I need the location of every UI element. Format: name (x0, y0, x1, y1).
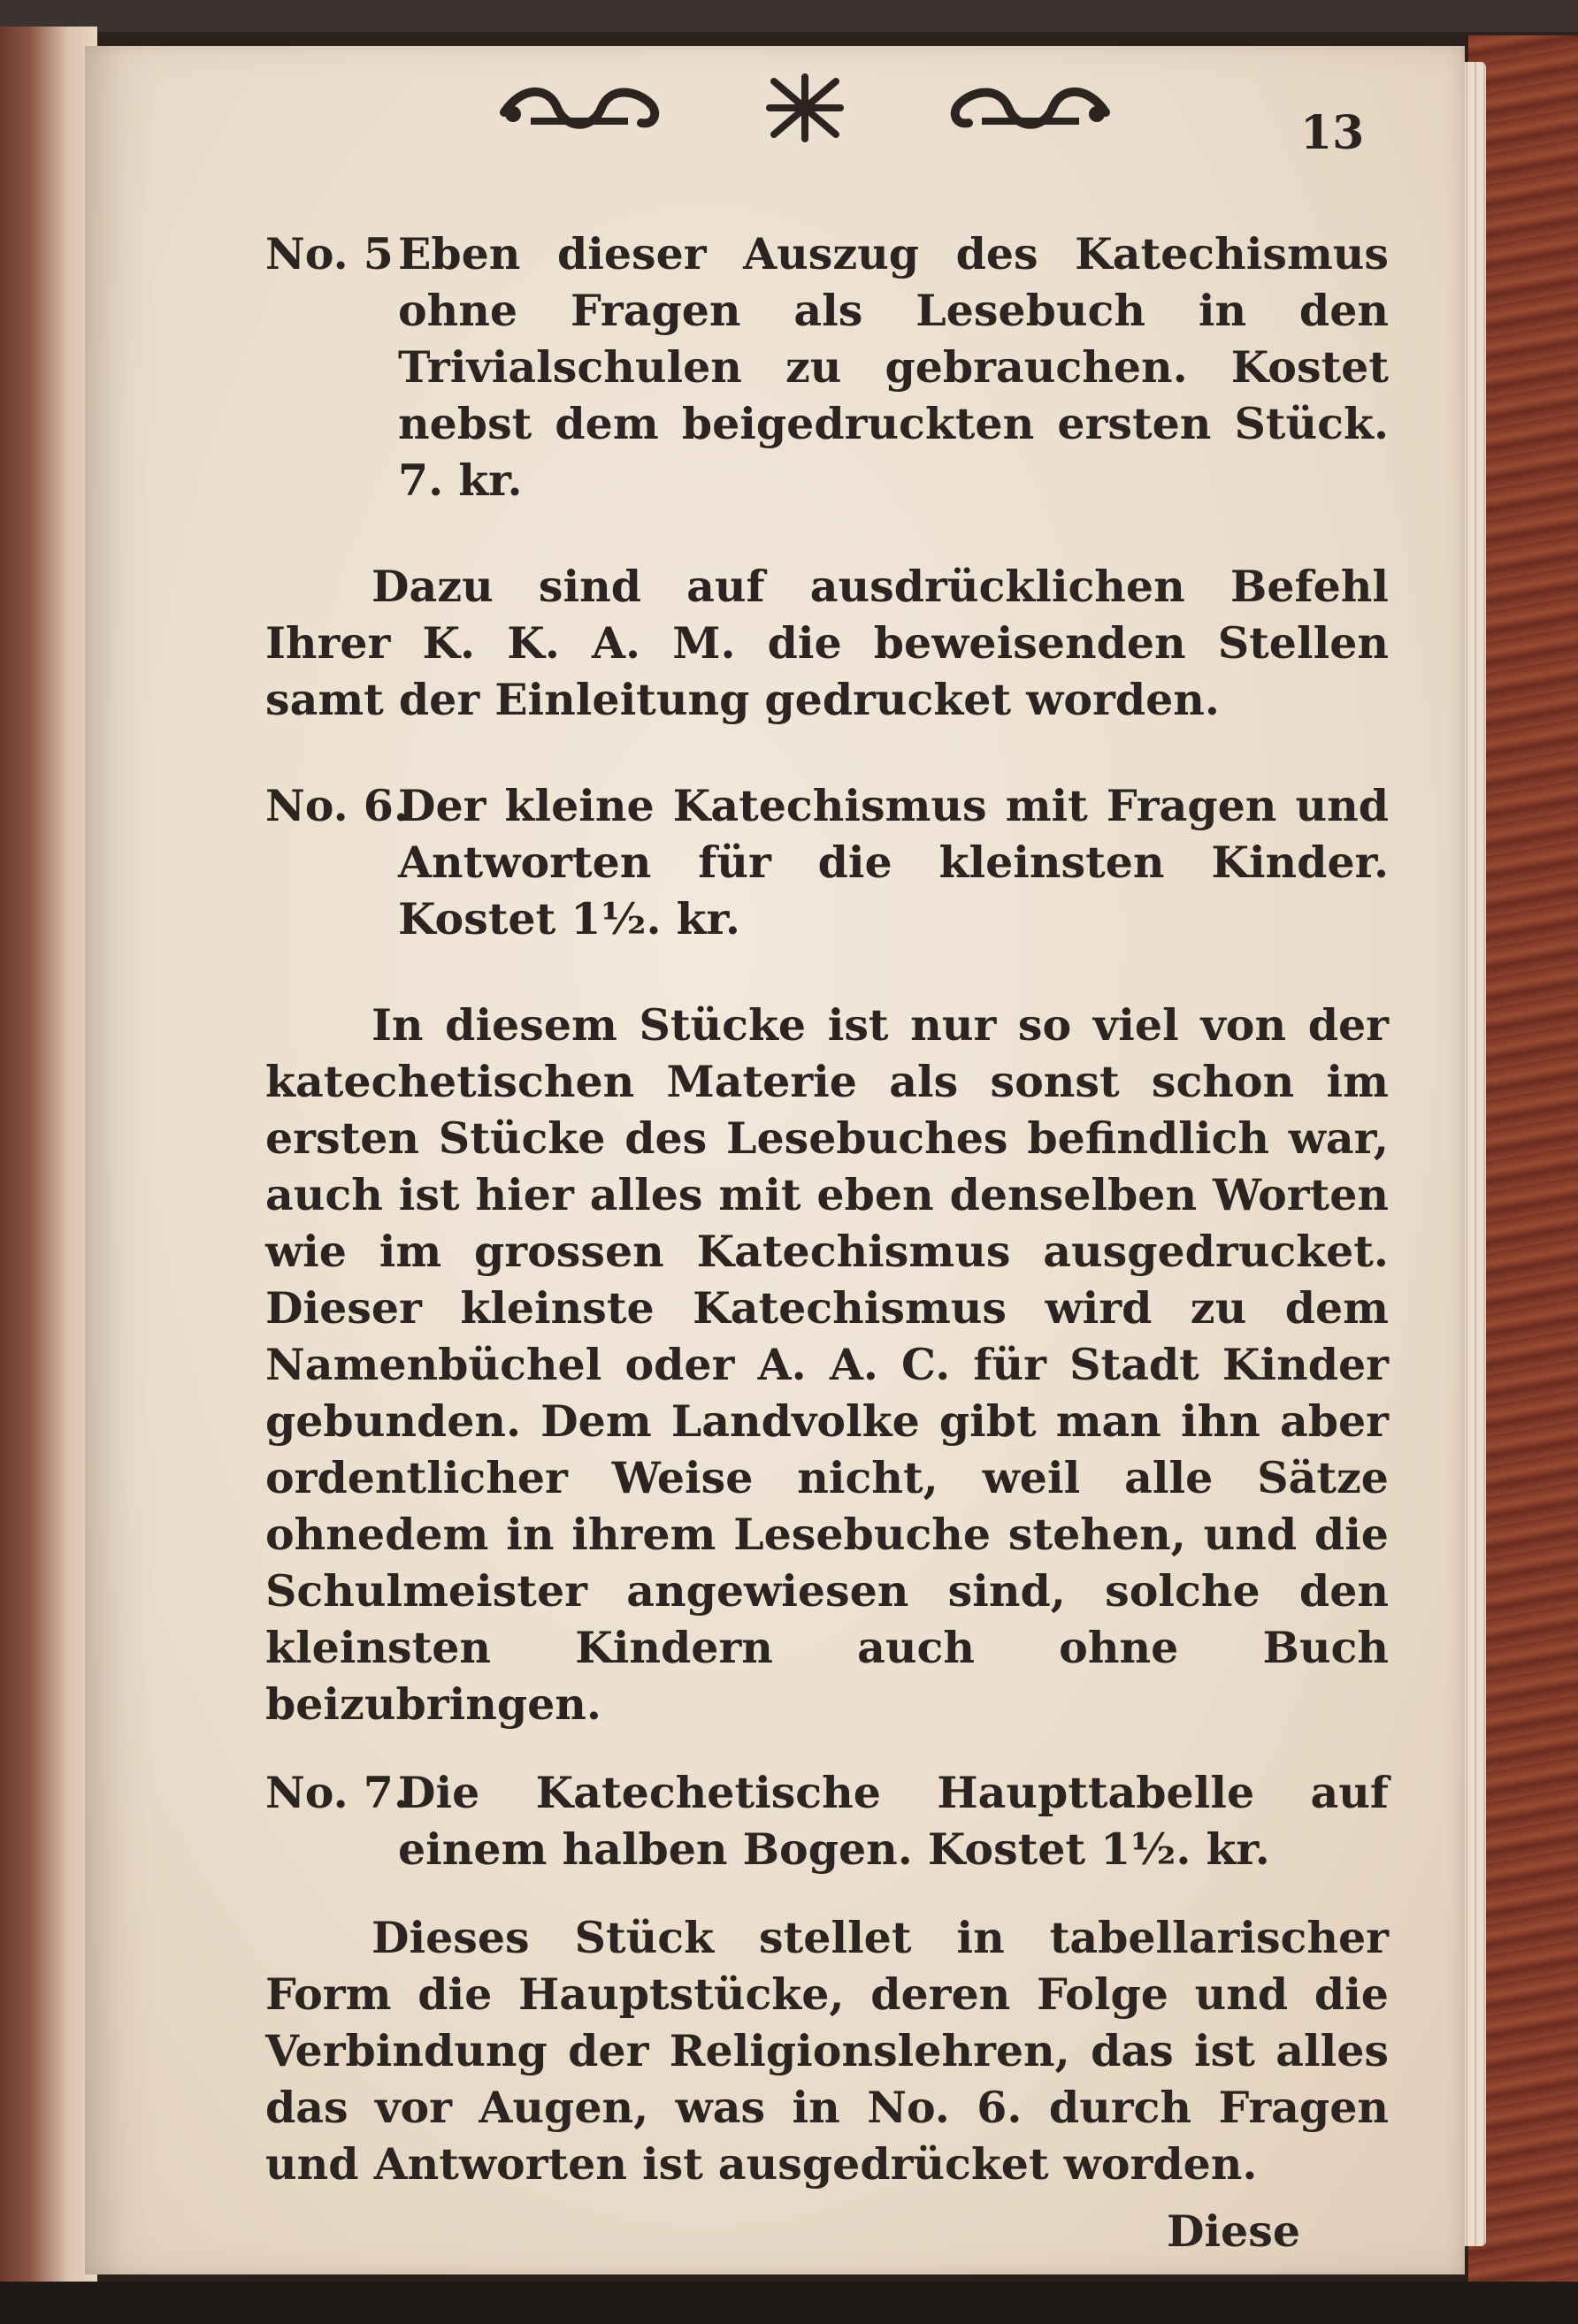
paragraph: Dazu sind auf ausdrücklichen Befehl Ihrer K. K. A. M. die beweisenden Stellen samt der Einleitung gedrucket worden. (265, 561, 1389, 725)
entry-no-5 (265, 226, 1389, 508)
entry-no-7 (265, 1764, 1389, 1877)
background-top (0, 0, 1578, 32)
entry-number: No. 6. (265, 780, 409, 831)
entry-text: Der kleine Katechismus mit Fragen und Antworten für die kleinsten Kinder. Kostet 1½. kr. (398, 780, 1389, 944)
scroll-ornament-left-icon (495, 77, 672, 139)
scroll-ornament-right-icon (938, 77, 1115, 139)
paragraph: Dieses Stück stellet in tabellarischer Form die Hauptstücke, deren Folge und die Verbindung der Religionslehren, das ist alles das vor Augen, was in No. 6. durch Fragen und Antworten ist ausgedrücket worden. (265, 1912, 1389, 2190)
entry-text: Die Katechetische Haupttabelle auf einem halben Bogen. Kostet 1½. kr. (398, 1767, 1389, 1875)
paragraph: In diesem Stücke ist nur so viel von der katechetischen Materie als sonst schon im ersten Stücke des Lesebuches befindlich war, auch ist hier alles mit eben denselben Worten wie im grossen Katechismus ausgedrucket. Dieser kleinste Katechismus wird zu dem Namenbüchel oder A. A. C. für Stadt Kinder gebunden. Dem Landvolke gibt man ihn aber ordentlicher Weise nicht, weil alle Sätze ohnedem in ihrem Lesebuche stehen, und die Schulmeister angewiesen sind, solche den kleinsten Kindern auch ohne Buch beizubringen. (265, 999, 1389, 1730)
entry-text: Eben dieser Auszug des Katechismus ohne Fragen als Lesebuch in den Trivialschulen zu gebrauchen. Kostet nebst dem beigedruckten ersten Stück. 7. kr. (398, 228, 1389, 506)
page-text (265, 226, 1389, 2259)
background-bottom (0, 2282, 1578, 2324)
entry-number: No. 7. (265, 1767, 409, 1818)
star-ornament-icon (765, 73, 845, 143)
book-cover-left-edge (0, 27, 97, 2290)
catchword: Diese (1166, 2206, 1300, 2257)
header-ornament (495, 73, 1115, 143)
page-number: 13 (1300, 106, 1365, 160)
entry-number: No. 5 (265, 228, 394, 279)
entry-no-6 (265, 777, 1389, 947)
